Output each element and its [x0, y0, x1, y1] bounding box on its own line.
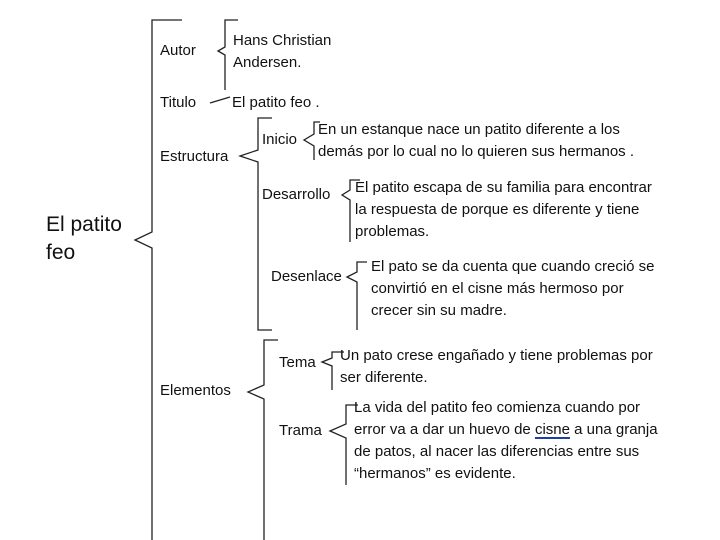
desenlace-text-line2: convirtió en el cisne más hermoso por — [371, 280, 624, 297]
elementos-brace — [248, 340, 278, 540]
tema-text-line2: ser diferente. — [340, 369, 428, 386]
trama-text-line1: La vida del patito feo comienza cuando por — [354, 399, 641, 416]
autor-value-line1: Hans Christian — [233, 32, 332, 49]
autor-value-line2: Andersen. — [233, 54, 302, 71]
desarrollo-text-line1: El patito escapa de su familia para encontrar — [355, 179, 652, 196]
inicio-text-line2: demás por lo cual no lo quieren sus hermanos . — [318, 143, 635, 160]
trama-text-line2-start: error va a dar un huevo de — [354, 421, 535, 438]
titulo-connector — [210, 97, 230, 103]
desenlace-brace — [347, 262, 367, 330]
trama-text-line3: de patos, al nacer las diferencias entre sus — [354, 443, 640, 460]
titulo-value: El patito feo . — [232, 94, 320, 111]
tema-label: Tema — [279, 354, 316, 371]
trama-text-line4: “hermanos” es evidente. — [354, 465, 516, 482]
elementos-label: Elementos — [160, 382, 231, 399]
desarrollo-text-line3: problemas. — [355, 223, 430, 240]
cisne-link[interactable]: cisne — [534, 421, 570, 438]
inicio-label: Inicio — [262, 131, 298, 148]
tema-text-line1: Un pato crese engañado y tiene problemas por — [340, 347, 653, 364]
trama-label: Trama — [279, 422, 322, 439]
desenlace-text-line1: El pato se da cuenta que cuando creció se — [371, 258, 655, 275]
estructura-label: Estructura — [160, 148, 229, 165]
desarrollo-label: Desarrollo — [262, 186, 331, 203]
trama-text-line2-end: a una granja — [569, 421, 658, 438]
root-title-line1: El patito — [46, 213, 122, 236]
root-title-line2: feo — [46, 241, 76, 264]
trama-text-line2 — [354, 419, 658, 441]
titulo-label: Titulo — [160, 94, 197, 111]
desenlace-label: Desenlace — [271, 268, 342, 285]
desenlace-text-line3: crecer sin su madre. — [371, 302, 507, 319]
desarrollo-text-line2: la respuesta de porque es diferente y tiene — [355, 201, 640, 218]
autor-label: Autor — [160, 42, 196, 59]
inicio-text-line1: En un estanque nace un patito diferente a los — [318, 121, 620, 138]
